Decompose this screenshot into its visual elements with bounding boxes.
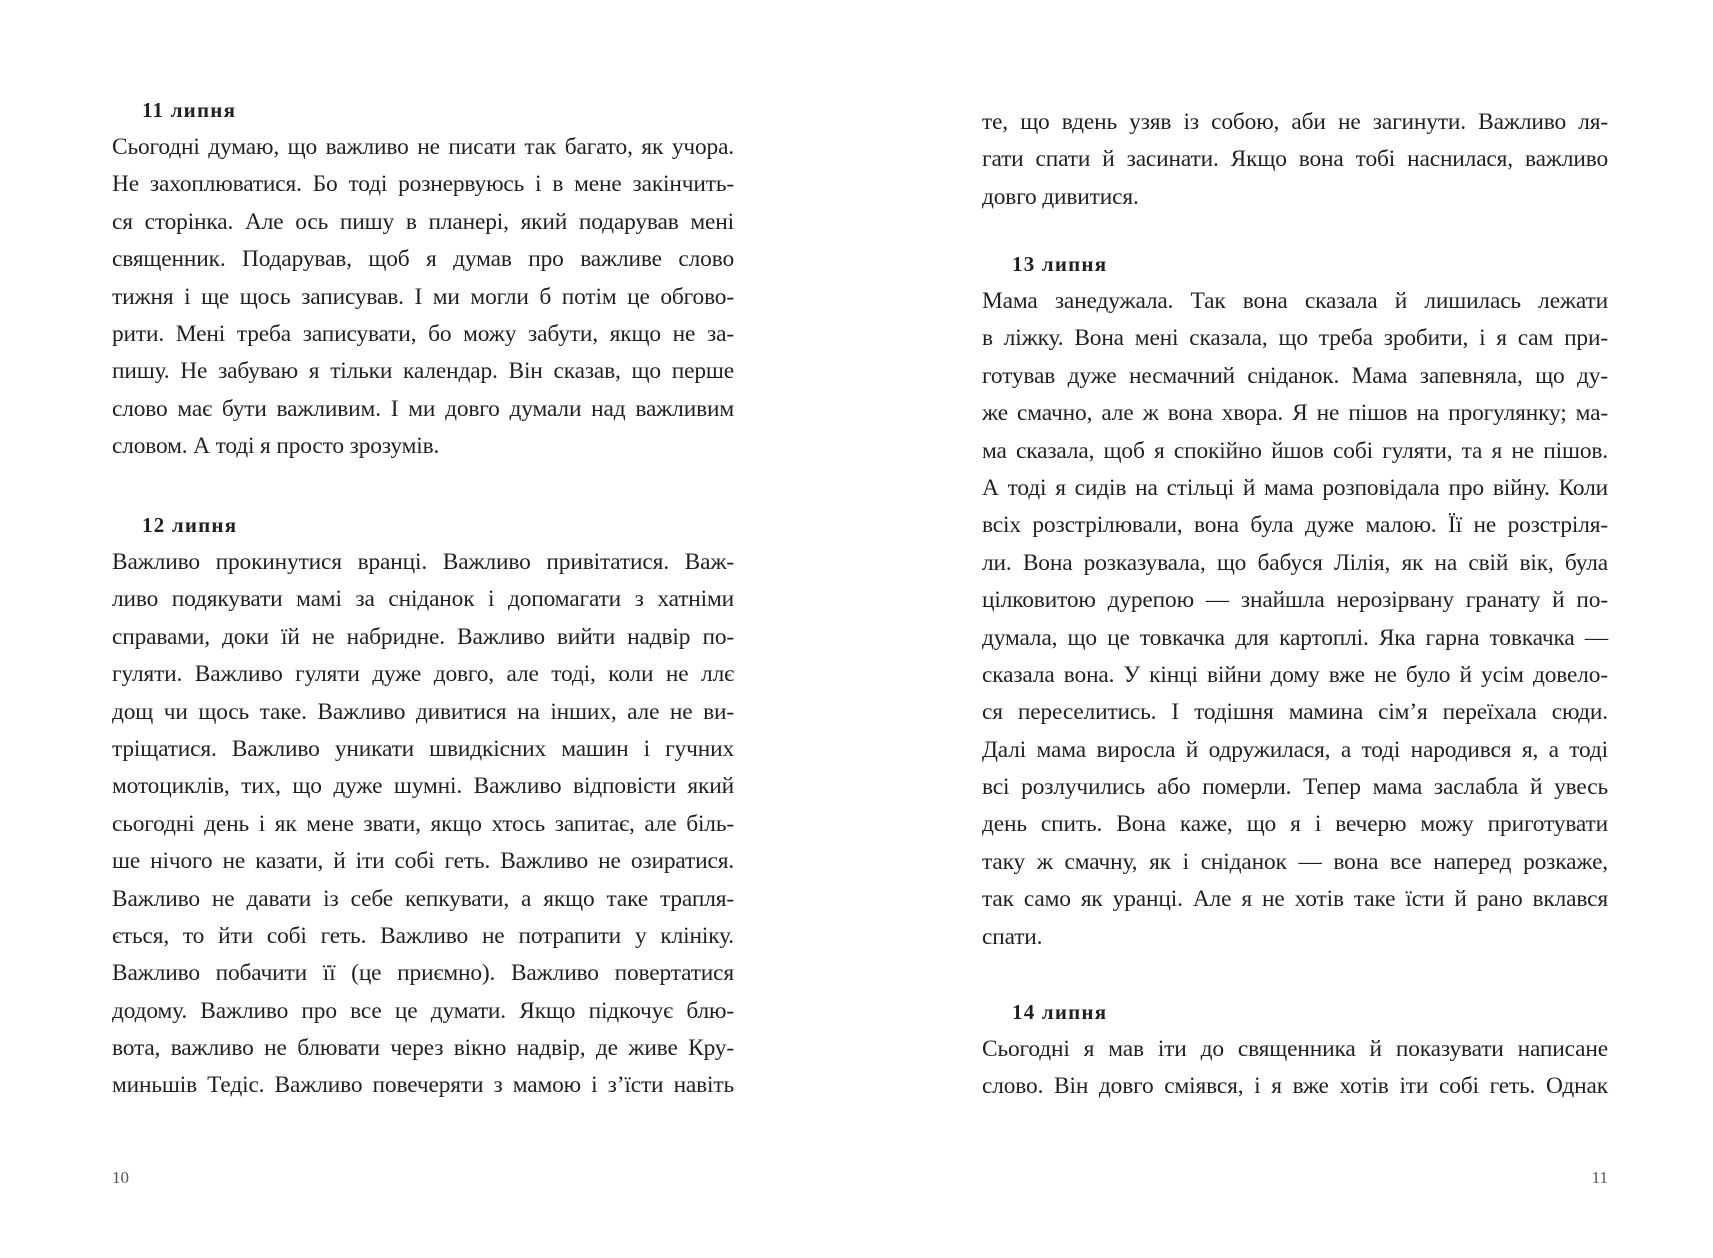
text-line: всі розлучились або померли. Тепер мама заслабла й увесь <box>982 774 1608 801</box>
text-line: Важливо побачити її (це приємно). Важливо повертатися <box>112 960 734 987</box>
text-line: спати. <box>982 923 1043 950</box>
text-line: рити. Мені треба записувати, бо можу забути, якщо не за- <box>112 320 734 347</box>
text-line: слово. Він довго сміявся, і я вже хотів іти собі геть. Однак <box>982 1073 1608 1100</box>
left-page <box>112 0 734 1258</box>
text-line: тріщатися. Важливо уникати швидкісних машин і гучних <box>112 735 734 762</box>
text-line: Важливо прокинутися вранці. Важливо привітатися. Важ- <box>112 549 734 575</box>
text-line: ше нічого не казати, й іти собі геть. Важливо не озиратися. <box>112 848 734 875</box>
diary-entry-13-july <box>982 245 1608 956</box>
text-line: словом. А тоді я просто зрозумів. <box>112 433 440 460</box>
text-line: гати спати й засинати. Якщо вона тобі наснилася, важливо <box>982 146 1608 173</box>
text-line: мотоциклів, тих, що дуже шумні. Важливо відповісти який <box>112 773 734 800</box>
text-line: ливо подякувати мамі за сніданок і допомагати з хатніми <box>112 586 734 613</box>
diary-entry-14-july <box>982 993 1608 1106</box>
entry-date: 11 липня <box>142 98 237 122</box>
entry-body <box>112 129 734 466</box>
text-line: ся сторінка. Але ось пишу в планері, який подарував мені <box>112 208 734 235</box>
text-line: Мама занедужала. Так вона сказала й лишилась лежати <box>982 288 1608 314</box>
text-line: сьогодні день і як мене звати, якщо хтось запитає, але біль- <box>112 810 734 837</box>
page-number: 11 <box>1591 1168 1608 1187</box>
text-line: справами, доки їй не набридне. Важливо вийти надвір по- <box>112 623 734 650</box>
text-line: цілковитою дурепою — знайшла нерозірвану гранату й по- <box>982 587 1608 614</box>
diary-entry-11-july <box>112 91 734 466</box>
entry-body <box>982 1031 1608 1106</box>
text-line: Сьогодні думаю, що важливо не писати так багато, як учора. <box>112 134 734 160</box>
text-line: Не захоплюватися. Бо тоді рознервуюсь і в мене закінчить- <box>112 171 734 198</box>
text-line: в ліжку. Вона мені сказала, що треба зробити, і я сам при- <box>982 325 1608 352</box>
text-line: ли. Вона розказувала, що бабуся Лілія, як на свій вік, була <box>982 549 1608 576</box>
text-line: А тоді я сидів на стільці й мама розповідала про війну. Коли <box>982 474 1608 501</box>
text-line: ма сказала, щоб я спокійно йшов собі гуляти, та я не пішов. <box>982 437 1608 464</box>
text-line: день спить. Вона каже, що я і вечерю можу приготувати <box>982 811 1608 838</box>
page-number: 10 <box>112 1168 129 1187</box>
text-line: дощ чи щось таке. Важливо дивитися на інших, але не ви- <box>112 698 734 725</box>
text-line: довго дивитися. <box>982 183 1139 210</box>
text-line: священник. Подарував, щоб я думав про важливе слово <box>112 246 734 273</box>
text-line: Важливо не давати із себе кепкувати, а якщо таке трапля- <box>112 885 734 912</box>
text-line: же смачно, але ж вона хвора. Я не пішов на прогулянку; ма- <box>982 400 1608 427</box>
text-line: всіх розстрілювали, вона була дуже малою. Її не розстріля- <box>982 512 1608 539</box>
continued-text <box>982 104 1608 216</box>
text-line: Сьогодні я мав іти до священника й показувати написане <box>982 1036 1608 1062</box>
text-line: таку ж смачну, як і сніданок — вона все наперед розкаже, <box>982 848 1608 875</box>
text-line: вота, важливо не блювати через вікно надвір, де живе Кру- <box>112 1035 734 1062</box>
text-line: слово має бути важливим. І ми довго думали над важливим <box>112 395 734 422</box>
text-line: думала, що це товкачка для картоплі. Яка гарна товкачка — <box>982 624 1608 651</box>
text-line: тижня і ще щось записував. І ми могли б потім це обгово- <box>112 283 734 310</box>
entry-date: 12 липня <box>142 513 238 537</box>
entry-body <box>982 283 1608 956</box>
text-line: пишу. Не забуваю я тільки календар. Він сказав, що перше <box>112 358 734 385</box>
text-line: готував дуже несмачний сніданок. Мама запевняла, що ду- <box>982 362 1608 389</box>
entry-body <box>112 544 734 1105</box>
text-line: ється, то йти собі геть. Важливо не потрапити у клініку. <box>112 922 734 949</box>
right-page <box>982 0 1608 1258</box>
entry-date: 13 липня <box>1012 252 1108 276</box>
text-line: Далі мама виросла й одружилася, а тоді народився я, а тоді <box>982 736 1608 763</box>
text-line: сказала вона. У кінці війни дому вже не було й усім довело- <box>982 661 1608 688</box>
text-line: миньшів Тедіс. Важливо повечеряти з мамою і з’їсти навіть <box>112 1072 734 1099</box>
diary-entry-12-july <box>112 506 734 1105</box>
text-line: те, що вдень узяв із собою, аби не загинути. Важливо ля- <box>982 109 1608 135</box>
entry-date: 14 липня <box>1012 1000 1108 1024</box>
text-line: ся переселитись. І тодішня мамина сім’я переїхала сюди. <box>982 699 1608 726</box>
text-line: так само як уранці. Але я не хотів таке їсти й рано вклався <box>982 886 1608 913</box>
text-line: додому. Важливо про все це думати. Якщо підкочує блю- <box>112 997 734 1024</box>
text-line: гуляти. Важливо гуляти дуже довго, але тоді, коли не ллє <box>112 661 734 688</box>
